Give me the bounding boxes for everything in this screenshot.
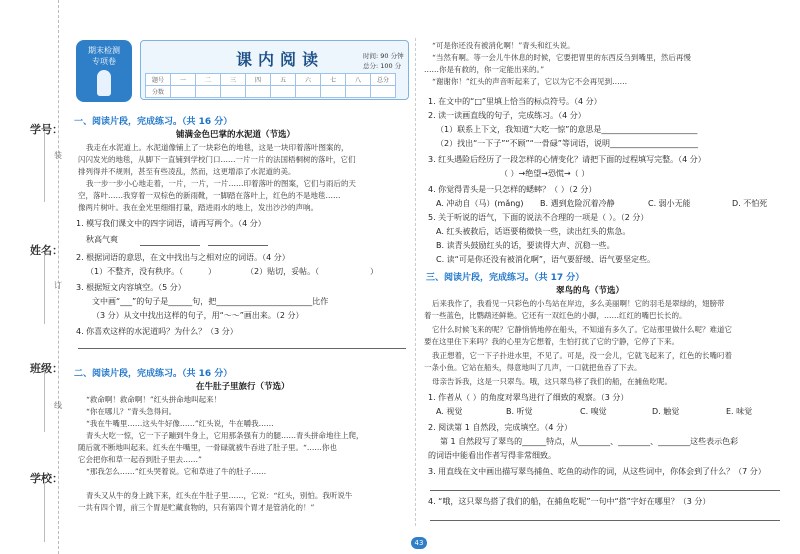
answer-line[interactable] bbox=[430, 520, 780, 521]
fold-mark: 订 bbox=[54, 281, 62, 290]
passage-line: 一条小鱼。它站在船头，得意地叫了几声，一口就把鱼吞了下去。 bbox=[424, 363, 642, 372]
fill-blank: 的词语中能看出作者写得非常细致。 bbox=[428, 451, 556, 460]
question: 4. 你觉得青头是一只怎样的蟋蟀？（ ）（2 分） bbox=[428, 185, 597, 194]
school-line bbox=[44, 482, 45, 542]
name-label: 姓名： bbox=[30, 244, 63, 257]
score-cell: 八 bbox=[346, 74, 371, 86]
passage-line: 闪闪发光的地毯，从脚下一直铺到学校门口……一片一片的法国梧桐树的落叶，它们 bbox=[78, 155, 356, 164]
fold-mark: 装 bbox=[54, 151, 62, 160]
passage-line: “你在哪儿？”青头急得问。 bbox=[86, 407, 177, 416]
page-number: 43 bbox=[411, 537, 427, 549]
question: 5. 关于听说的语气，下面的说法不合理的一项是（ ）。（2 分） bbox=[428, 213, 649, 222]
rocket-icon bbox=[97, 70, 111, 96]
question: 2. 读一读画直线的句子，完成练习。（4 分） bbox=[428, 111, 586, 120]
question: 3. 用直线在文中画出描写翠鸟捕鱼、吃鱼的动作的词，从这些词中，你体会到了什么？（7 分） bbox=[428, 467, 766, 476]
passage-title: 翠鸟的鸟（节选） bbox=[556, 286, 625, 296]
sub-question: （1）联系上下文，我知道“大吃一惊”的意思是________________________ bbox=[436, 125, 698, 134]
score-cell: 总分 bbox=[371, 74, 396, 86]
passage-line: 我一步一步小心地走着，一片，一片，一片……印着落叶的图案，它们与雨后的天 bbox=[86, 179, 356, 188]
question: 3. 根据短文内容填空。（5 分） bbox=[76, 283, 186, 292]
column-divider bbox=[415, 38, 416, 526]
sub-question: ） bbox=[208, 267, 216, 276]
option[interactable]: B. 遇到危险沉着冷静 bbox=[540, 199, 615, 208]
score-cell: 四 bbox=[246, 74, 271, 86]
question: 3. 红头遇险后经历了一段怎样的心情变化？请把下面的过程填写完整。（4 分） bbox=[428, 155, 706, 164]
sub-question: （2）找出“一下子”“不顾”“一骨碌”等词语，说明______________________ bbox=[436, 139, 698, 148]
passage-line: 后来我作了，我看见一只彩色的小鸟站在岸边，多么美丽啊！它的羽毛是翠绿的，翅膀带 bbox=[432, 299, 725, 308]
option[interactable]: A. 红头被救后，话语要稍微快一些，读出红头的焦急。 bbox=[436, 227, 631, 236]
student-id-label: 学号： bbox=[30, 123, 63, 136]
flow-fill: （ ）→绝望→恐慌→（ ） bbox=[500, 169, 590, 178]
score-cell: 五 bbox=[271, 74, 296, 86]
option[interactable]: C. 弱小无能 bbox=[648, 199, 691, 208]
passage-line: 我走在水泥道上。水泥道像铺上了一块彩色的地毯，这是一块印着落叶图案的， bbox=[86, 143, 349, 152]
answer-line[interactable] bbox=[78, 348, 406, 349]
passage-line: 排列得并不规则，甚至有些凌乱，然而，这更增添了水泥道的美。 bbox=[78, 167, 296, 176]
question: 1. 模写我们课文中的四字词语，请再写两个。（4 分） bbox=[76, 219, 266, 228]
passage-line: 青头又从牛的身上跳下来，红头在牛肚子里……，它说：“红头，别怕。我听说牛 bbox=[86, 491, 353, 500]
passage-line: ……你是有救的，你一定能出来的。” bbox=[424, 65, 545, 74]
option[interactable]: D. 不怕死 bbox=[732, 199, 768, 208]
passage-title: 铺满金色巴掌的水泥道（节选） bbox=[176, 130, 296, 140]
class-line bbox=[44, 372, 45, 432]
class-label: 班级： bbox=[30, 362, 63, 375]
section-heading: 三、阅读片段，完成练习。（共 17 分） bbox=[426, 273, 585, 283]
sub-question: （2）贴切，妥帖。（ bbox=[246, 267, 320, 276]
question: 2. 根据词语的意思，在文中找出与之相对应的词语。（4 分） bbox=[76, 253, 290, 262]
fill-blank: 文中画“___”的句子是______句，把________________________比作 bbox=[92, 297, 329, 306]
score-table bbox=[145, 73, 396, 98]
passage-line: 它什么时候飞来的呢？它静悄悄地停在船头，不知道有多久了。它站那里做什么呢？难道它 bbox=[432, 325, 732, 334]
passage-line: 空，落叶……我穿着一双棕色的新雨靴，一脚踏在落叶上，红色的不是地毯…… bbox=[78, 191, 341, 200]
name-line bbox=[44, 254, 45, 324]
option[interactable]: B. 读青头鼓励红头的话，要读得大声、沉稳一些。 bbox=[436, 241, 615, 250]
passage-line: 青头大吃一惊，它一下子蹦到牛身上，它用那条强有力的腿……青头拼命地往上爬， bbox=[86, 431, 364, 440]
sub-question: （1）不整齐，没有秩序。（ bbox=[86, 267, 184, 276]
time-limit: 时间: 90 分钟 bbox=[363, 52, 404, 60]
total-score: 总分: 100 分 bbox=[363, 62, 402, 70]
section-heading: 一、阅读片段，完成练习。（共 16 分） bbox=[74, 117, 233, 127]
score-input[interactable] bbox=[271, 86, 296, 98]
question: 2. 阅读第 1 自然段，完成填空。（4 分） bbox=[428, 423, 572, 432]
passage-line: “那我怎么……”红头哭着说。它和草进了牛的肚子…… bbox=[86, 467, 267, 476]
binding-fold-line bbox=[58, 0, 59, 554]
fold-mark: 线 bbox=[54, 401, 62, 410]
option[interactable]: C. 嗅觉 bbox=[580, 407, 607, 416]
answer-line[interactable] bbox=[140, 245, 200, 246]
passage-line: 我正想着，它一下子扑进水里，不见了。可是，没一会儿，它就飞起来了，红色的长嘴叼着 bbox=[432, 351, 732, 360]
passage-line: 要在这里住下来吗？我的心里为它想着，生怕打扰了它的宁静，它停了下来。 bbox=[424, 337, 679, 346]
score-input[interactable] bbox=[296, 86, 321, 98]
option[interactable]: E. 味觉 bbox=[726, 407, 753, 416]
passage-title: 在牛肚子里旅行（节选） bbox=[196, 382, 290, 392]
score-cell: 题号 bbox=[146, 74, 171, 86]
badge-line2: 专项卷 bbox=[92, 57, 116, 66]
score-input[interactable] bbox=[246, 86, 271, 98]
score-cell: 分数 bbox=[146, 86, 171, 98]
score-cell: 二 bbox=[196, 74, 221, 86]
passage-line: 一共有四个胃，前三个胃是贮藏食物的，只有第四个胃才是管消化的！” bbox=[78, 503, 315, 512]
passage-line: “救命啊！救命啊！”红头拼命地叫起来！ bbox=[86, 395, 222, 404]
score-input[interactable] bbox=[196, 86, 221, 98]
sub-question: ） bbox=[370, 267, 378, 276]
question: 1. 在文中的“□”里填上恰当的标点符号。（4 分） bbox=[428, 97, 602, 106]
school-label: 学校： bbox=[30, 472, 63, 485]
question: 4. 你喜欢这样的水泥道吗？为什么？（3 分） bbox=[76, 327, 238, 336]
score-input[interactable] bbox=[321, 86, 346, 98]
header-panel bbox=[140, 40, 409, 100]
fill-blank: 第 1 自然段写了翠鸟的______特点，从________、________、________这些表示色彩 bbox=[440, 437, 739, 446]
exam-badge bbox=[76, 40, 132, 102]
passage-line: “可是你还没有被消化啊！”青头和红头说。 bbox=[432, 41, 575, 50]
passage-line: 着一些蓝色，比鹦鹉还鲜艳。它还有一双红色的小脚，……红红的嘴巴长长的。 bbox=[424, 311, 687, 320]
passage-line: “我在牛嘴里……这头牛好像……”红头说，牛在嚼我…… bbox=[86, 419, 274, 428]
option[interactable]: D. 触觉 bbox=[652, 407, 680, 416]
score-cell: 六 bbox=[296, 74, 321, 86]
score-cell: 三 bbox=[221, 74, 246, 86]
option[interactable]: C. 读“可是你还没有被消化啊”，语气要舒缓、语气要坚定些。 bbox=[436, 255, 655, 264]
page-title: 课内阅读 bbox=[236, 50, 325, 69]
score-input[interactable] bbox=[221, 86, 246, 98]
passage-line: 它会把你和草一起吞到肚子里去……” bbox=[78, 455, 202, 464]
passage-line: 像两片树叶。我在金光里细细打量，踏进雨水的地上，发出沙沙的声响。 bbox=[78, 203, 318, 212]
badge-line1: 期末检测 bbox=[88, 46, 120, 55]
passage-line: “当然有啊。等一会儿牛休息的时候，它要把胃里的东西反刍到嘴里，然后再慢 bbox=[432, 53, 691, 62]
option[interactable]: B. 听觉 bbox=[506, 407, 533, 416]
score-input[interactable] bbox=[371, 86, 396, 98]
answer-line[interactable] bbox=[430, 490, 780, 491]
option[interactable]: A. 冲动自（马）(mǎng) bbox=[436, 199, 524, 208]
question: 4. “哦，这只翠鸟搭了我们的船，在捕鱼吃呢”一句中“搭”字好在哪里？（3 分） bbox=[428, 497, 711, 506]
score-cell: 一 bbox=[171, 74, 196, 86]
answer-line[interactable] bbox=[208, 245, 268, 246]
question: 1. 作者从（ ）的角度对翠鸟进行了细致的观察。（3 分） bbox=[428, 393, 629, 402]
score-input[interactable] bbox=[346, 86, 371, 98]
option[interactable]: A. 视觉 bbox=[436, 407, 463, 416]
passage-line: “谢谢你！”红头的声音听起来了，它以为它不会再见到…… bbox=[432, 77, 628, 86]
passage-line: 随后就不断地叫起来。红头在牛嘴里，一骨碌就被牛吞进了肚子里。“……你也 bbox=[78, 443, 337, 452]
score-cell: 七 bbox=[321, 74, 346, 86]
example-word: 秋高气爽 bbox=[86, 235, 118, 244]
student-id-line bbox=[44, 132, 45, 202]
section-heading: 二、阅读片段，完成练习。（共 16 分） bbox=[74, 369, 233, 379]
score-input[interactable] bbox=[171, 86, 196, 98]
fill-blank: （3 分）从文中找出这样的句子，用“～～”画出来。（2 分） bbox=[92, 311, 304, 320]
passage-line: 母亲告诉我，这是一只翠鸟。哦，这只翠鸟移了我们的船，在捕鱼吃呢。 bbox=[432, 377, 672, 386]
